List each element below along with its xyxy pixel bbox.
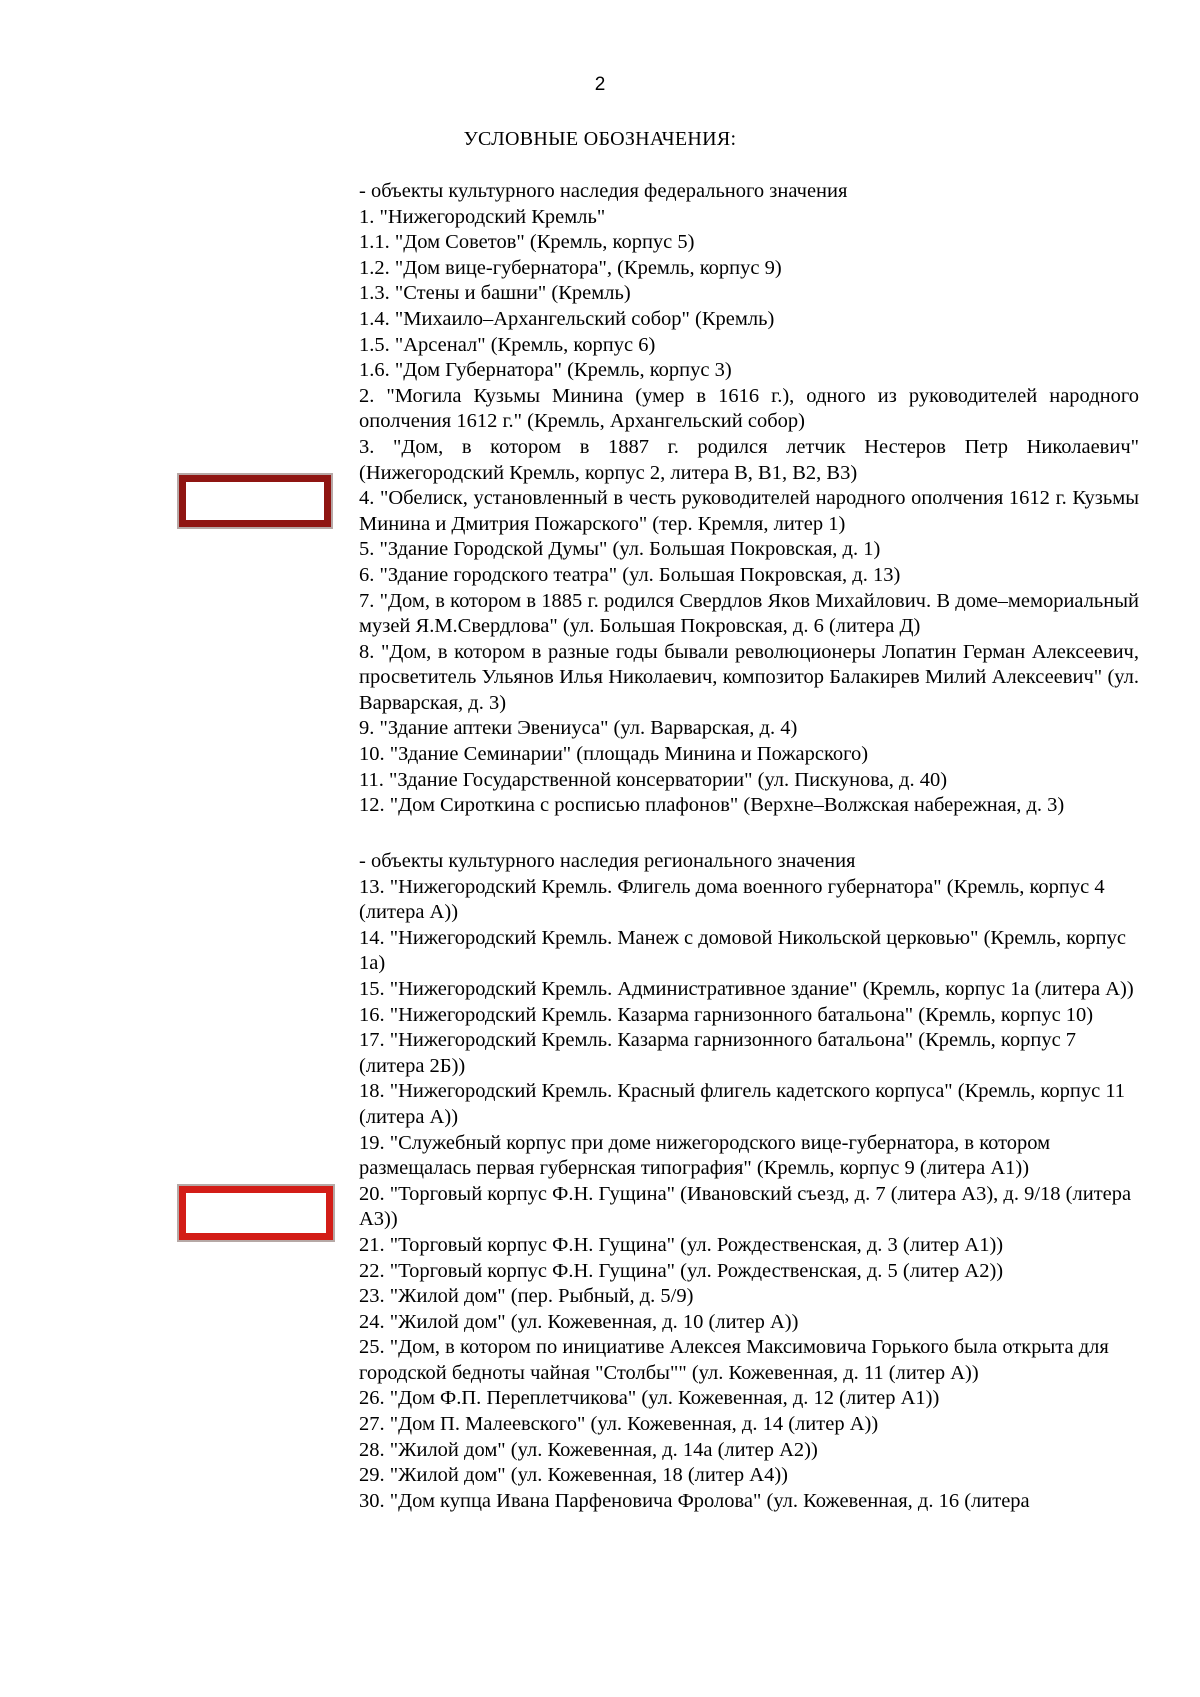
federal-item: 12. "Дом Сироткина с росписью плафонов" (Верхне–Волжская набережная, д. 3) (359, 794, 1065, 817)
regional-item: 20. "Торговый корпус Ф.Н. Гущина" (Ивановский съезд, д. 7 (литера А3), д. 9/18 (литера А3)) (359, 1182, 1132, 1231)
regional-item: 17. "Нижегородский Кремль. Казарма гарнизонного батальона" (Кремль, корпус 7 (литера 2Б)) (359, 1029, 1077, 1077)
federal-item: 1.4. "Михаило–Архангельский собор" (Кремль) (359, 307, 775, 330)
federal-item: 1.6. "Дом Губернатора" (Кремль, корпус 3) (359, 359, 732, 382)
regional-item: 15. "Нижегородский Кремль. Административное здание" (Кремль, корпус 1а (литера А)) (359, 977, 1134, 1000)
regional-item: 30. "Дом купца Ивана Парфеновича Фролова" (ул. Кожевенная, д. 16 (литера (359, 1489, 1030, 1512)
regional-item: 14. "Нижегородский Кремль. Манеж с домовой Никольской церковью" (Кремль, корпус 1а) (359, 926, 1126, 975)
federal-item: 1.3. "Стены и башни" (Кремль) (359, 282, 631, 305)
regional-item: 23. "Жилой дом" (пер. Рыбный, д. 5/9) (359, 1285, 694, 1308)
federal-item: 6. "Здание городского театра" (ул. Большая Покровская, д. 13) (359, 563, 901, 586)
federal-legend-swatch (178, 474, 332, 528)
federal-item: 1.1. "Дом Советов" (Кремль, корпус 5) (359, 231, 695, 254)
federal-item: 1.5. "Арсенал" (Кремль, корпус 6) (359, 333, 656, 356)
federal-item: 9. "Здание аптеки Эвениуса" (ул. Варварская, д. 4) (359, 717, 798, 740)
federal-item: 5. "Здание Городской Думы" (ул. Большая Покровская, д. 1) (359, 538, 881, 561)
regional-heading: - объекты культурного наследия регионального значения (359, 850, 856, 872)
regional-item: 19. "Служебный корпус при доме нижегородского вице-губернатора, в котором размещалась первая губернская типография" (Кремль, корпус 9 (литера А1)) (359, 1131, 1051, 1180)
federal-item: 8. "Дом, в котором в разные годы бывали революционеры Лопатин Герман Алексеевич, просветитель Ульянов Илья Николаевич, композитор Балакирев Милий Алексеевич" (ул. Варварская, д. 3) (359, 640, 1139, 714)
federal-item: 1.2. "Дом вице-губернатора", (Кремль, корпус 9) (359, 256, 782, 279)
regional-legend-swatch (178, 1185, 334, 1241)
federal-item: 2. "Могила Кузьмы Минина (умер в 1616 г.), одного из руководителей народного ополчения 1612 г." (Кремль, Архангельский собор) (359, 384, 1139, 433)
regional-item: 21. "Торговый корпус Ф.Н. Гущина" (ул. Рождественская, д. 3 (литер А1)) (359, 1233, 1004, 1256)
regional-item: 16. "Нижегородский Кремль. Казарма гарнизонного батальона" (Кремль, корпус 10) (359, 1003, 1094, 1026)
federal-heading: - объекты культурного наследия федерального значения (359, 180, 848, 202)
federal-item: 1. "Нижегородский Кремль" (359, 205, 606, 228)
federal-heritage-section (359, 179, 1139, 819)
regional-item: 22. "Торговый корпус Ф.Н. Гущина" (ул. Рождественская, д. 5 (литер А2)) (359, 1259, 1004, 1282)
regional-heritage-section (359, 849, 1139, 1514)
regional-item: 28. "Жилой дом" (ул. Кожевенная, д. 14а (литер А2)) (359, 1438, 818, 1461)
page-number: 2 (594, 74, 606, 95)
page-title: УСЛОВНЫЕ ОБОЗНАЧЕНИЯ: (463, 128, 737, 150)
federal-item: 3. "Дом, в котором в 1887 г. родился летчик Нестеров Петр Николаевич" (Нижегородский Кремль, корпус 2, литера В, В1, В2, В3) (359, 435, 1139, 484)
regional-item: 27. "Дом П. Малеевского" (ул. Кожевенная, д. 14 (литер А)) (359, 1413, 879, 1436)
regional-item: 18. "Нижегородский Кремль. Красный флигель кадетского корпуса" (Кремль, корпус 11 (литера А)) (359, 1080, 1126, 1128)
federal-item: 10. "Здание Семинарии" (площадь Минина и Пожарского) (359, 743, 869, 766)
federal-item: 11. "Здание Государственной консерватории" (ул. Пискунова, д. 40) (359, 768, 948, 791)
federal-item: 7. "Дом, в котором в 1885 г. родился Свердлов Яков Михайлович. В доме–мемориальный музей Я.М.Свердлова" (ул. Большая Покровская, д. 6 (литера Д) (359, 589, 1139, 638)
regional-item: 24. "Жилой дом" (ул. Кожевенная, д. 10 (литер А)) (359, 1310, 799, 1333)
federal-item: 4. "Обелиск, установленный в честь руководителей народного ополчения 1612 г. Кузьмы Минина и Дмитрия Пожарского" (тер. Кремля, литер 1) (359, 487, 1139, 535)
regional-item: 26. "Дом Ф.П. Переплетчикова" (ул. Кожевенная, д. 12 (литер А1)) (359, 1387, 940, 1410)
regional-item: 25. "Дом, в котором по инициативе Алексея Максимовича Горького была открыта для городской бедноты чайная "Столбы"" (ул. Кожевенная, д. 11 (литер А)) (359, 1336, 1109, 1384)
regional-item: 29. "Жилой дом" (ул. Кожевенная, 18 (литер А4)) (359, 1464, 788, 1487)
regional-item: 13. "Нижегородский Кремль. Флигель дома военного губернатора" (Кремль, корпус 4 (литера А)) (359, 875, 1105, 924)
